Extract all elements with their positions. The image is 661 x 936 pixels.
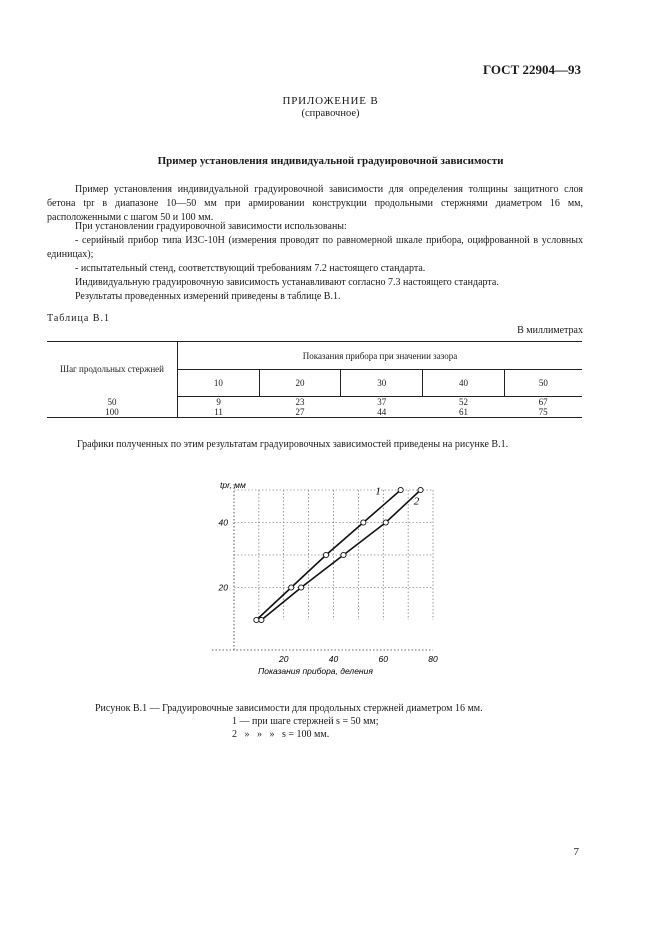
x-tick-label: 80 — [428, 654, 438, 664]
table-cell: 52 61 — [458, 397, 468, 417]
paragraph-4: - испытательный стенд, соответствующий требованиям 7.2 настоящего стандарта. — [75, 263, 426, 274]
results-table — [47, 341, 582, 418]
chart-grid — [234, 490, 433, 620]
page-number: 7 — [573, 846, 579, 858]
x-tick-label: 60 — [378, 654, 388, 664]
figure-caption-legend-2: 2 » » » s = 100 мм. — [232, 729, 330, 740]
standard-header: ГОСТ 22904—93 — [482, 62, 581, 77]
table-cell: 9 11 — [214, 397, 223, 417]
chart-points — [254, 487, 423, 622]
group-header-cell: Показания прибора при значении зазора — [178, 342, 583, 370]
y-tick-label: 20 — [218, 582, 228, 593]
data-point — [418, 487, 423, 492]
table-cell: 37 44 — [377, 397, 387, 417]
x-axis-label: Показания прибора, деления — [258, 666, 373, 676]
column-header: 10 — [178, 370, 260, 397]
data-point — [361, 520, 366, 525]
paragraph-1: Пример установления индивидуальной градуировочной зависимости для определения толщины защитного слоя бетона tpr в диапазоне 10—50 мм при армировании конструкции продольными стержнями диаметром 16 мм, расположенными с шагом 50 и 100 мм. — [47, 184, 583, 223]
data-point — [323, 552, 328, 557]
table-cell: 23 27 — [295, 397, 305, 417]
series-label: 2 — [413, 495, 420, 508]
data-point — [398, 487, 403, 492]
table-units: В миллиметрах — [517, 325, 583, 336]
series-label: 1 — [375, 485, 381, 498]
graph-note: Графики полученных по этим результатам градуировочных зависимостей приведены на рисунке В.1. — [77, 439, 509, 450]
paragraph-5: Индивидуальную градуировочную зависимость устанавливают согласно 7.3 настоящего стандарта. — [75, 277, 499, 288]
section-heading: Пример установления индивидуальной градуировочной зависимости — [157, 155, 504, 167]
row-header-cell: Шаг продольных стержней — [47, 342, 178, 397]
figure-caption-legend-1: 1 — при шаге стержней s = 50 мм; — [232, 716, 379, 727]
data-point — [254, 617, 259, 622]
data-point — [259, 617, 264, 622]
data-point — [289, 585, 294, 590]
y-axis-label: tpr, мм — [220, 480, 246, 490]
calibration-chart — [180, 470, 450, 685]
table-title: Таблица В.1 — [47, 313, 110, 324]
x-tick-label: 20 — [279, 654, 289, 664]
column-header: 40 — [423, 370, 505, 397]
chart-axes — [212, 482, 433, 650]
paragraph-3: - серийный прибор типа ИЗС-10Н (измерения проводят по равномерной шкале прибора, оцифрованной в условных единицах); — [47, 235, 583, 260]
paragraph-6: Результаты проведенных измерений приведены в таблице В.1. — [75, 291, 341, 302]
x-tick-label: 40 — [328, 654, 339, 664]
appendix-title: ПРИЛОЖЕНИЕ В — [282, 95, 379, 107]
data-point — [383, 520, 388, 525]
table-cell: 67 75 — [538, 397, 548, 417]
column-header: 30 — [341, 370, 423, 397]
column-header: 50 — [504, 370, 582, 397]
row-labels-cell: 50 100 — [47, 397, 178, 418]
column-header: 20 — [259, 370, 341, 397]
data-point — [299, 585, 304, 590]
appendix-subtitle: (справочное) — [301, 108, 360, 119]
chart-labels — [218, 480, 438, 676]
data-point — [341, 552, 346, 557]
paragraph-2: При установлении градуировочной зависимости использованы: — [75, 221, 347, 232]
y-tick-label: 40 — [218, 517, 228, 528]
figure-caption: Рисунок В.1 — Градуировочные зависимости для продольных стержней диаметром 16 мм. — [95, 703, 483, 714]
